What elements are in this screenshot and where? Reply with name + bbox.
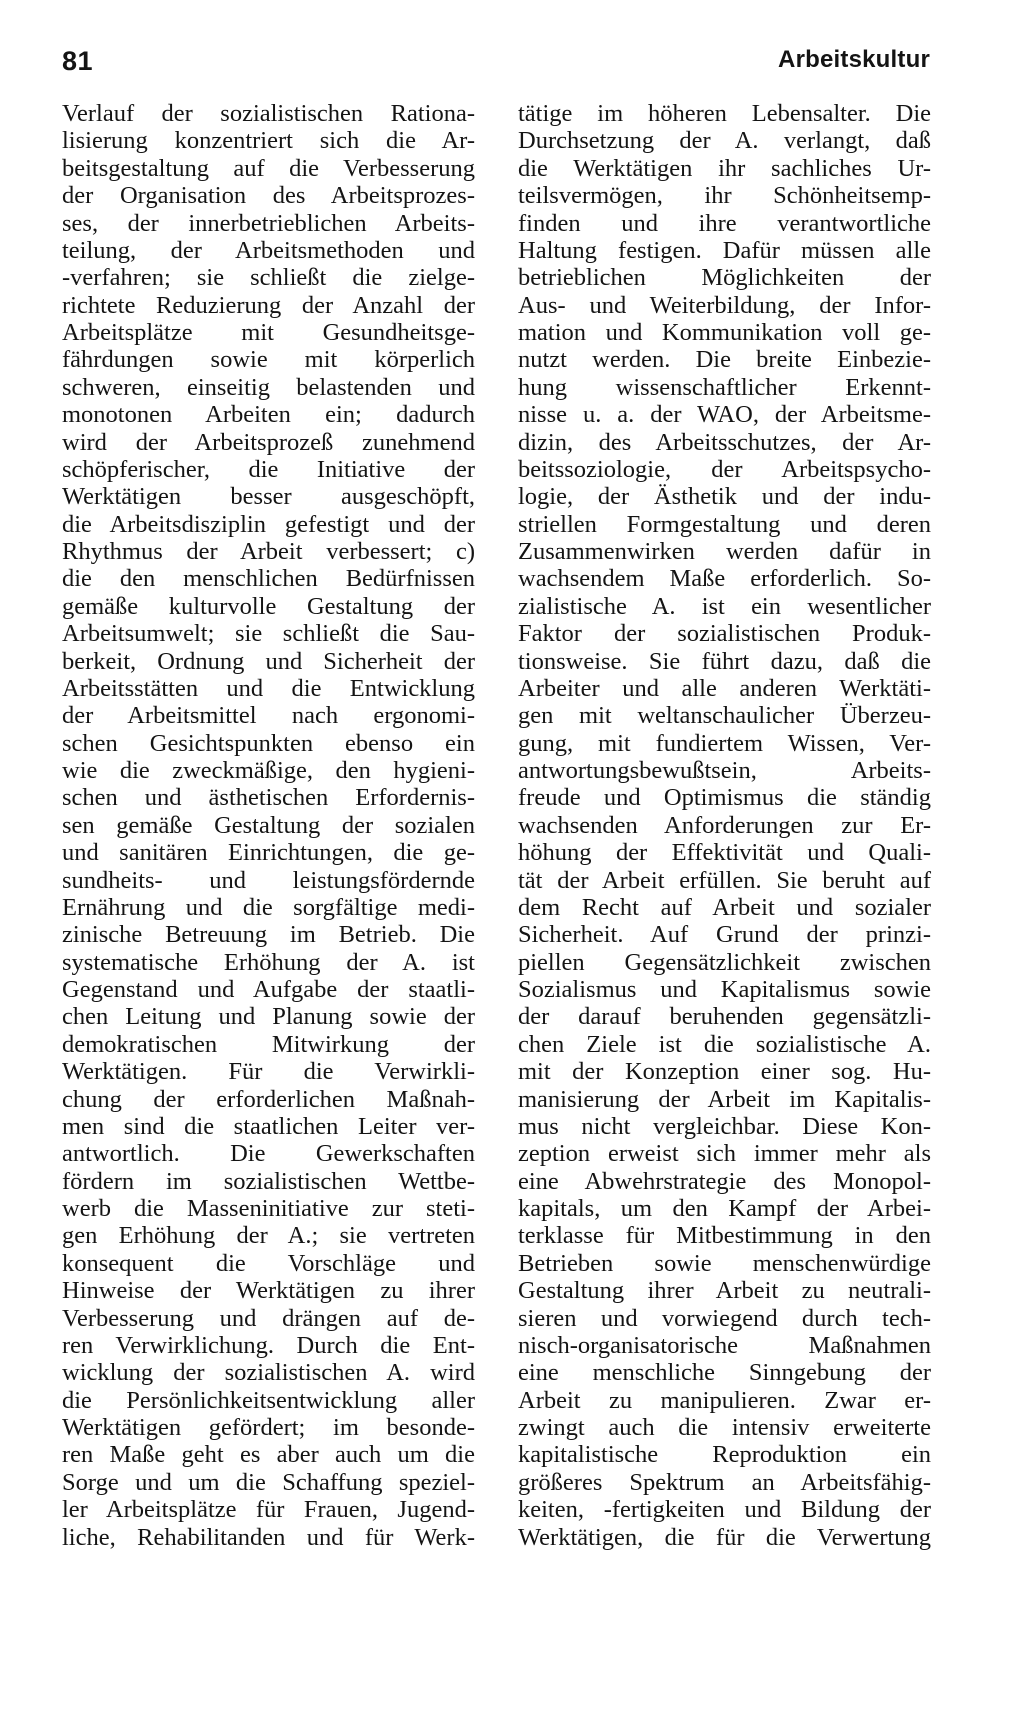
text-line: gemäße kulturvolle Gestaltung der <box>62 592 475 620</box>
text-line: schweren, einseitig belastenden und <box>62 373 475 401</box>
text-line: ler Arbeitsplätze für Frauen, Jugend- <box>62 1496 475 1524</box>
text-line: fährdungen sowie mit körperlich <box>62 346 475 374</box>
text-line: werb die Masseninitiative zur steti- <box>62 1195 475 1222</box>
text-line: ses, der innerbetrieblichen Arbeits- <box>62 209 475 237</box>
text-line: die Arbeitsdisziplin gefestigt und der <box>62 510 475 538</box>
page-header <box>62 46 930 86</box>
text-line: zinische Betreuung im Betrieb. Die <box>62 921 475 949</box>
text-line: wicklung der sozialistischen A. wird <box>62 1359 475 1387</box>
text-line: Faktor der sozialistischen Produk- <box>518 620 931 648</box>
text-line: manisierung der Arbeit im Kapitalis- <box>518 1085 931 1113</box>
text-line: wachsendem Maße erforderlich. So- <box>518 565 931 593</box>
text-line: die den menschlichen Bedürfnissen <box>62 565 475 593</box>
running-head: Arbeitskultur <box>778 46 930 73</box>
text-line: die Persönlichkeitsentwicklung aller <box>62 1386 475 1414</box>
text-line: Rhythmus der Arbeit verbessert; c) <box>62 538 475 565</box>
text-line: hung wissenschaftlicher Erkennt- <box>518 373 931 401</box>
text-line: Sozialismus und Kapitalismus sowie <box>518 976 931 1003</box>
text-line: tionsweise. Sie führt dazu, daß die <box>518 647 931 675</box>
text-line: richtete Reduzierung der Anzahl der <box>62 291 475 319</box>
text-line: Arbeitsumwelt; sie schließt die Sau- <box>62 620 475 648</box>
text-line: nisch-organisatorische Maßnahmen <box>518 1331 931 1359</box>
text-line: Ernährung und die sorgfältige medi- <box>62 893 475 921</box>
text-column-left <box>62 100 475 1551</box>
text-line: der Organisation des Arbeitsprozes- <box>62 182 475 210</box>
text-line: sieren und vorwiegend durch tech- <box>518 1304 931 1332</box>
text-line: betrieblichen Möglichkeiten der <box>518 264 931 292</box>
text-line: Arbeitsstätten und die Entwicklung <box>62 674 475 702</box>
text-line: keiten, -fertigkeiten und Bildung der <box>518 1496 931 1524</box>
text-line: liche, Rehabilitanden und für Werk- <box>62 1523 475 1551</box>
text-line: mus nicht vergleichbar. Diese Kon- <box>518 1112 931 1140</box>
text-line: Durchsetzung der A. verlangt, daß <box>518 127 931 155</box>
text-line: wird der Arbeitsprozeß zunehmend <box>62 428 475 456</box>
text-line: antwortungsbewußtsein, Arbeits- <box>518 757 931 784</box>
text-line: mit der Konzeption einer sog. Hu- <box>518 1058 931 1086</box>
text-line: sundheits- und leistungsfördernde <box>62 866 475 894</box>
text-line: Aus- und Weiterbildung, der Infor- <box>518 291 931 319</box>
text-line: zialistische A. ist ein wesentlicher <box>518 592 931 620</box>
text-line: tätige im höheren Lebensalter. Die <box>518 100 931 127</box>
text-line: fördern im sozialistischen Wettbe- <box>62 1167 475 1195</box>
text-line: Arbeiter und alle anderen Werktäti- <box>518 674 931 702</box>
text-line: konsequent die Vorschläge und <box>62 1249 475 1277</box>
text-line: zwingt auch die intensiv erweiterte <box>518 1414 931 1441</box>
text-line: der Arbeitsmittel nach ergonomi- <box>62 702 475 730</box>
text-line: terklasse für Mitbestimmung in den <box>518 1222 931 1250</box>
text-column-right <box>518 100 931 1551</box>
text-line: lisierung konzentriert sich die Ar- <box>62 127 475 155</box>
text-line: wie die zweckmäßige, den hygieni- <box>62 757 475 784</box>
text-line: eine Abwehrstrategie des Monopol- <box>518 1167 931 1195</box>
text-line: Arbeitsplätze mit Gesundheitsge- <box>62 319 475 346</box>
text-line: der darauf beruhenden gegensätzli- <box>518 1003 931 1031</box>
text-line: Gegenstand und Aufgabe der staatli- <box>62 976 475 1003</box>
text-line: Werktätigen, die für die Verwertung <box>518 1523 931 1551</box>
text-line: gen Erhöhung der A.; sie vertreten <box>62 1222 475 1250</box>
text-line: Haltung festigen. Dafür müssen alle <box>518 236 931 264</box>
text-line: freude und Optimismus die ständig <box>518 784 931 812</box>
text-line: piellen Gegensätzlichkeit zwischen <box>518 948 931 976</box>
text-line: monotonen Arbeiten ein; dadurch <box>62 401 475 429</box>
text-line: Verlauf der sozialistischen Rationa- <box>62 100 475 127</box>
text-line: die Werktätigen ihr sachliches Ur- <box>518 154 931 182</box>
text-line: wachsenden Anforderungen zur Er- <box>518 811 931 839</box>
text-line: tät der Arbeit erfüllen. Sie beruht auf <box>518 866 931 894</box>
text-line: mation und Kommunikation voll ge- <box>518 319 931 346</box>
text-line: gen mit weltanschaulicher Überzeu- <box>518 702 931 730</box>
text-line: kapitalistische Reproduktion ein <box>518 1441 931 1469</box>
text-line: demokratischen Mitwirkung der <box>62 1030 475 1058</box>
text-line: Werktätigen besser ausgeschöpft, <box>62 483 475 511</box>
text-line: sen gemäße Gestaltung der sozialen <box>62 811 475 839</box>
text-line: nutzt werden. Die breite Einbezie- <box>518 346 931 374</box>
text-line: Verbesserung und drängen auf de- <box>62 1304 475 1332</box>
text-line: logie, der Ästhetik und der indu- <box>518 483 931 511</box>
text-line: Arbeit zu manipulieren. Zwar er- <box>518 1386 931 1414</box>
text-line: Werktätigen. Für die Verwirkli- <box>62 1058 475 1086</box>
text-line: eine menschliche Sinngebung der <box>518 1359 931 1387</box>
text-line: Sorge und um die Schaffung speziel- <box>62 1468 475 1496</box>
text-line: dizin, des Arbeitsschutzes, der Ar- <box>518 428 931 456</box>
text-line: antwortlich. Die Gewerkschaften <box>62 1140 475 1168</box>
text-line: Sicherheit. Auf Grund der prinzi- <box>518 921 931 949</box>
text-line: chen Ziele ist die sozialistische A. <box>518 1030 931 1058</box>
text-line: zeption erweist sich immer mehr als <box>518 1140 931 1168</box>
text-line: ren Maße geht es aber auch um die <box>62 1441 475 1469</box>
text-line: schen und ästhetischen Erfordernis- <box>62 784 475 812</box>
text-line: striellen Formgestaltung und deren <box>518 510 931 538</box>
text-line: Gestaltung ihrer Arbeit zu neutrali- <box>518 1277 931 1305</box>
text-line: systematische Erhöhung der A. ist <box>62 948 475 976</box>
text-line: dem Recht auf Arbeit und sozialer <box>518 893 931 921</box>
text-line: schen Gesichtspunkten ebenso ein <box>62 729 475 757</box>
text-line: nisse u. a. der WAO, der Arbeitsme- <box>518 401 931 429</box>
text-line: teilsvermögen, ihr Schönheitsemp- <box>518 182 931 210</box>
text-line: größeres Spektrum an Arbeitsfähig- <box>518 1468 931 1496</box>
text-line: beitssoziologie, der Arbeitspsycho- <box>518 455 931 483</box>
text-line: gung, mit fundiertem Wissen, Ver- <box>518 729 931 757</box>
text-line: und sanitären Einrichtungen, die ge- <box>62 839 475 867</box>
text-line: finden und ihre verantwortliche <box>518 209 931 237</box>
text-line: men sind die staatlichen Leiter ver- <box>62 1112 475 1140</box>
text-line: teilung, der Arbeitsmethoden und <box>62 236 475 264</box>
text-line: Werktätigen gefördert; im besonde- <box>62 1414 475 1441</box>
text-line: -verfahren; sie schließt die zielge- <box>62 264 475 292</box>
text-line: berkeit, Ordnung und Sicherheit der <box>62 647 475 675</box>
text-line: Hinweise der Werktätigen zu ihrer <box>62 1277 475 1305</box>
text-line: chung der erforderlichen Maßnah- <box>62 1085 475 1113</box>
text-line: ren Verwirklichung. Durch die Ent- <box>62 1331 475 1359</box>
page-number: 81 <box>62 46 94 76</box>
text-line: beitsgestaltung auf die Verbesserung <box>62 154 475 182</box>
text-line: kapitals, um den Kampf der Arbei- <box>518 1195 931 1222</box>
text-line: höhung der Effektivität und Quali- <box>518 839 931 867</box>
text-line: schöpferischer, die Initiative der <box>62 455 475 483</box>
text-line: Zusammenwirken werden dafür in <box>518 538 931 565</box>
text-line: Betrieben sowie menschenwürdige <box>518 1249 931 1277</box>
text-line: chen Leitung und Planung sowie der <box>62 1003 475 1031</box>
